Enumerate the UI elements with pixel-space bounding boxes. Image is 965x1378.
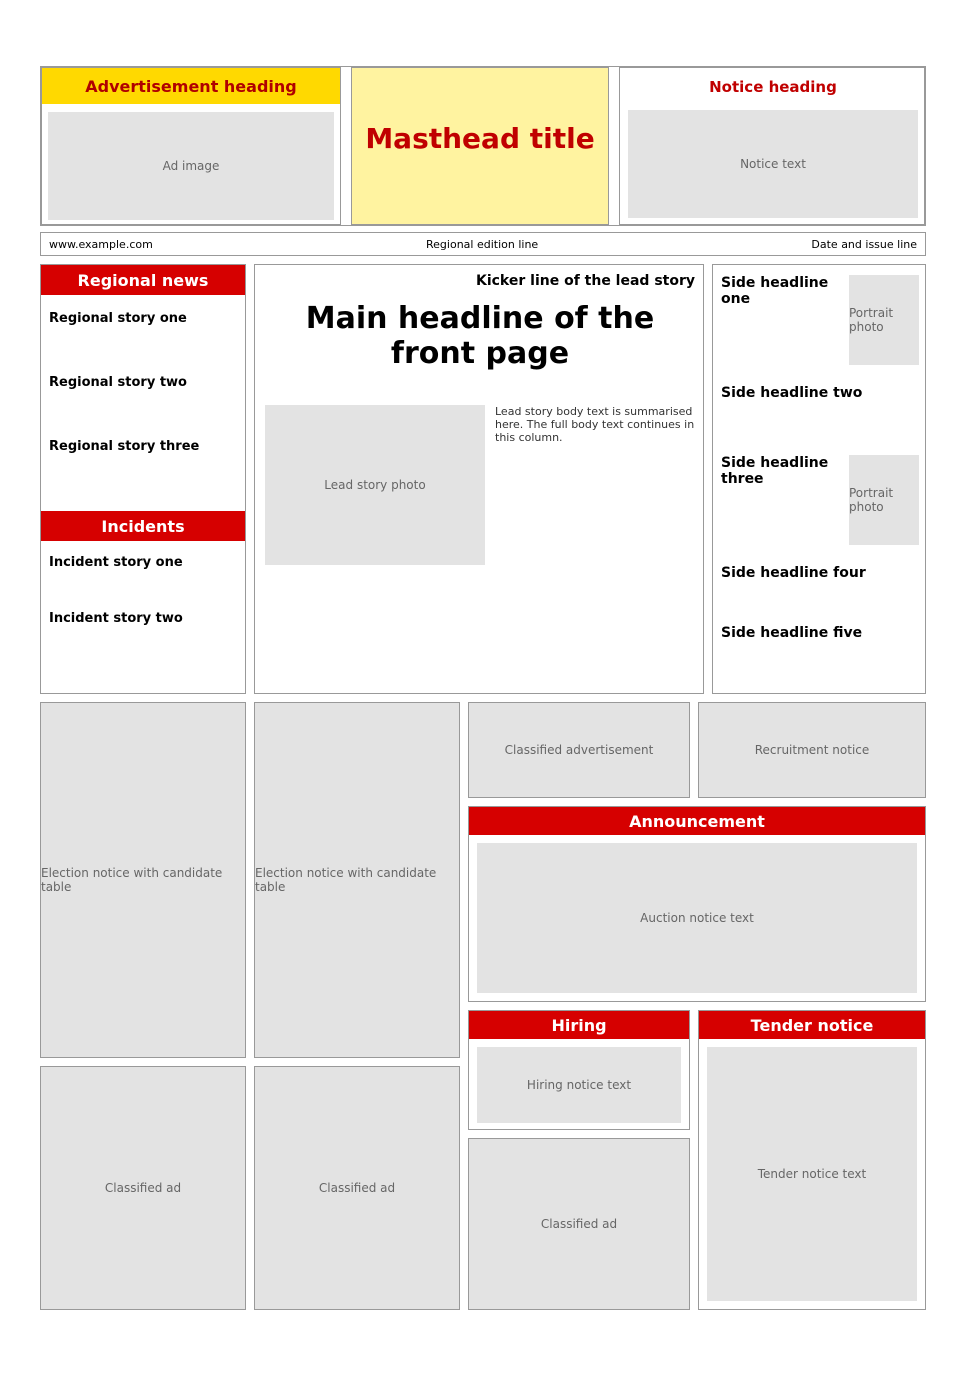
regional-story-2: Regional story two — [49, 375, 187, 390]
bottom-ad-2: Classified ad — [254, 1066, 460, 1310]
center-top-ad: Classified advertisement — [468, 702, 690, 798]
side-headline-3: Side headline three — [721, 455, 829, 487]
left-ad — [41, 67, 341, 225]
hiring-title: Hiring — [469, 1011, 689, 1039]
lead-body: Lead story body text is summarised here. The full body text continues in this column. — [495, 405, 695, 444]
tender-box — [698, 1010, 926, 1310]
right-top-ad: Recruitment notice — [698, 702, 926, 798]
tender-title: Tender notice — [699, 1011, 925, 1039]
incidents-title: Incidents — [41, 511, 245, 541]
hiring-body: Hiring notice text — [477, 1047, 681, 1123]
regional-story-1: Regional story one — [49, 311, 187, 326]
right-column — [712, 264, 926, 694]
side-headline-2: Side headline two — [721, 385, 863, 401]
lead-headline: Main headline of the front page — [305, 301, 655, 371]
middle-table-ad: Election notice with candidate table — [254, 702, 460, 1058]
notice-box — [468, 806, 926, 1002]
right-ad-text: Notice text — [628, 110, 918, 218]
bottom-ad-1: Classified ad — [40, 1066, 246, 1310]
region-line: Regional edition line — [426, 237, 539, 251]
lead-photo: Lead story photo — [265, 405, 485, 565]
masthead — [40, 66, 926, 226]
side-headline-1: Side headline one — [721, 275, 829, 307]
incident-story-1: Incident story one — [49, 555, 183, 570]
bottom-ad-3: Classified ad — [468, 1138, 690, 1310]
side-photo-1: Portrait photo — [849, 275, 919, 365]
lead-kicker: Kicker line of the lead story — [475, 273, 695, 289]
left-table-ad: Election notice with candidate table — [40, 702, 246, 1058]
right-ad-title: Notice heading — [709, 78, 837, 96]
side-headline-4: Side headline four — [721, 565, 866, 581]
date-strip — [40, 232, 926, 256]
left-column — [40, 264, 246, 694]
side-photo-3: Portrait photo — [849, 455, 919, 545]
regional-story-3: Regional story three — [49, 439, 200, 454]
notice-body: Auction notice text — [477, 843, 917, 993]
tender-body: Tender notice text — [707, 1047, 917, 1301]
incident-story-2: Incident story two — [49, 611, 183, 626]
left-ad-image: Ad image — [48, 112, 334, 220]
website[interactable]: www.example.com — [49, 237, 153, 251]
lead-story — [254, 264, 704, 694]
logo-block — [351, 67, 609, 225]
notice-title: Announcement — [469, 807, 925, 835]
right-ad — [619, 67, 925, 225]
side-headline-5: Side headline five — [721, 625, 863, 641]
left-ad-title: Advertisement heading — [42, 68, 340, 104]
regional-news-title: Regional news — [41, 265, 245, 295]
hiring-box — [468, 1010, 690, 1130]
masthead-logo: Masthead title — [365, 122, 595, 155]
date-line: Date and issue line — [811, 237, 917, 251]
